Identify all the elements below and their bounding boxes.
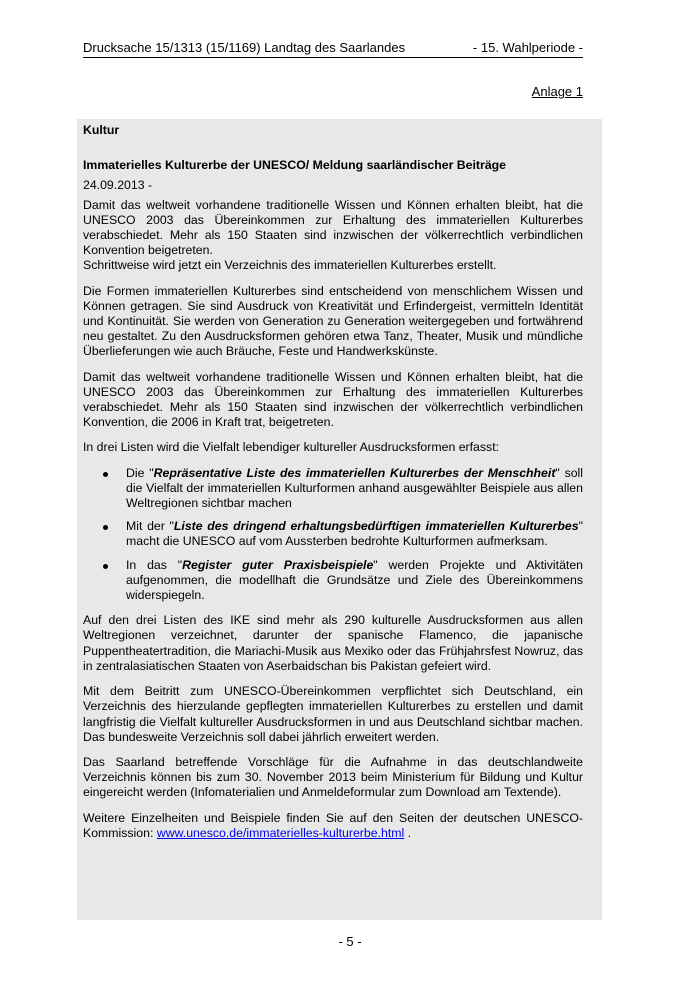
paragraph-2: Die Formen immateriellen Kulturerbes sind entscheidend von menschlichem Wissen und Können getragen. Sie sind Ausdruck von Kreativität und Erfindergeist, vermitteln Identität und Kontinuität. Sie werden von Generation zu Generation weitergegeben und fortwährend neu gestaltet. Zu den Ausdrucksformen gehören etwa Tanz, Theater, Musik und mündliche Überlieferungen wie auch Bräuche, Feste und Handwerkskünste.	[83, 283, 583, 359]
header-period: - 15. Wahlperiode -	[472, 40, 583, 55]
header-reference: Drucksache 15/1313 (15/1169) Landtag des Saarlandes	[83, 40, 406, 55]
section-heading: Kultur	[83, 123, 120, 137]
annex-label: Anlage 1	[531, 84, 583, 99]
list-item-text: " soll die Vielfalt der immateriellen Kulturformen anhand ausgewählter Beispiele aus allen Weltregionen sichtbar machen	[126, 465, 584, 511]
page-number: - 5 -	[338, 934, 362, 949]
article-title: Immaterielles Kulturerbe der UNESCO/ Meldung saarländischer Beiträge	[83, 158, 507, 173]
unesco-link[interactable]: www.unesco.de/immaterielles-kulturerbe.html	[156, 825, 405, 840]
list-item-prefix: Die "	[126, 465, 154, 480]
list-item-text: " macht die UNESCO auf vom Aussterben bedrohte Kulturformen aufmerksam.	[126, 519, 583, 549]
paragraph-1: Damit das weltweit vorhandene traditionelle Wissen und Können erhalten bleibt, hat die UNESCO 2003 das Übereinkommen zur Erhaltung des immateriellen Kulturerbes verabschiedet. Mehr als 150 Staaten sind inzwischen der völkerrechtlich verbindlichen Konvention beigetreten.	[83, 197, 583, 258]
document-header	[83, 40, 583, 58]
paragraph-1b: Schrittweise wird jetzt ein Verzeichnis des immateriellen Kulturerbes erstellt.	[83, 258, 497, 273]
paragraph-8	[83, 811, 583, 841]
list-item-name: Register guter Praxisbeispiele	[182, 557, 374, 572]
document-body	[83, 123, 583, 851]
lists-bullet-list	[83, 466, 583, 604]
list-item	[83, 466, 583, 512]
list-item-name: Liste des dringend erhaltungsbedürftigen immateriellen Kulturerbes	[173, 519, 579, 534]
paragraph-7: Das Saarland betreffende Vorschläge für die Aufnahme in das deutschlandweite Verzeichnis können bis zum 30. November 2013 beim Ministerium für Bildung und Kultur eingereicht werden (Infomaterialien und Anmeldeformular zum Download am Textende).	[83, 754, 583, 800]
list-item	[83, 558, 583, 604]
paragraph-5: Auf den drei Listen des IKE sind mehr als 290 kulturelle Ausdrucksformen aus allen Weltregionen verzeichnet, darunter der spanische Flamenco, die japanische Puppentheatertradition, die Mariachi-Musik aus Mexiko oder das Frühjahrsfest Nowruz, das in zentralasiatischen Staaten von Aserbaidschan bis Pakistan gefeiert wird.	[83, 613, 583, 673]
article-date: 24.09.2013 -	[83, 178, 153, 193]
paragraph-8-end: .	[404, 825, 412, 840]
paragraph-4: In drei Listen wird die Vielfalt lebendiger kultureller Ausdrucksformen erfasst:	[83, 440, 500, 455]
list-item	[83, 519, 583, 549]
list-item-prefix: Mit der "	[126, 519, 174, 534]
paragraph-8-text: Weitere Einzelheiten und Beispiele finden Sie auf den Seiten der deutschen UNESCO-Kommission:	[83, 810, 583, 840]
paragraph-3: Damit das weltweit vorhandene traditionelle Wissen und Können erhalten bleibt, hat die UNESCO 2003 das Übereinkommen zur Erhaltung des immateriellen Kulturerbes verabschiedet. Mehr als 150 Staaten sind inzwischen der völkerrechtlich verbindlichen Konvention, die 2006 in Kraft trat, beigetreten.	[83, 369, 583, 430]
list-item-prefix: In das "	[126, 557, 183, 572]
list-item-name: Repräsentative Liste des immateriellen Kulturerbes der Menschheit	[153, 465, 556, 480]
paragraph-6: Mit dem Beitritt zum UNESCO-Übereinkommen verpflichtet sich Deutschland, ein Verzeichnis des hierzulande gepflegten immateriellen Kulturerbes zu erstellen und damit langfristig die Vielfalt kultureller Ausdrucksformen in und aus Deutschland sichtbar machen. Das bundesweite Verzeichnis soll dabei jährlich erweitert werden.	[83, 684, 583, 744]
list-item-text: " werden Projekte und Aktivitäten aufgenommen, die modellhaft die Grundsätze und Ziele des Übereinkommens widerspiegeln.	[126, 557, 584, 603]
